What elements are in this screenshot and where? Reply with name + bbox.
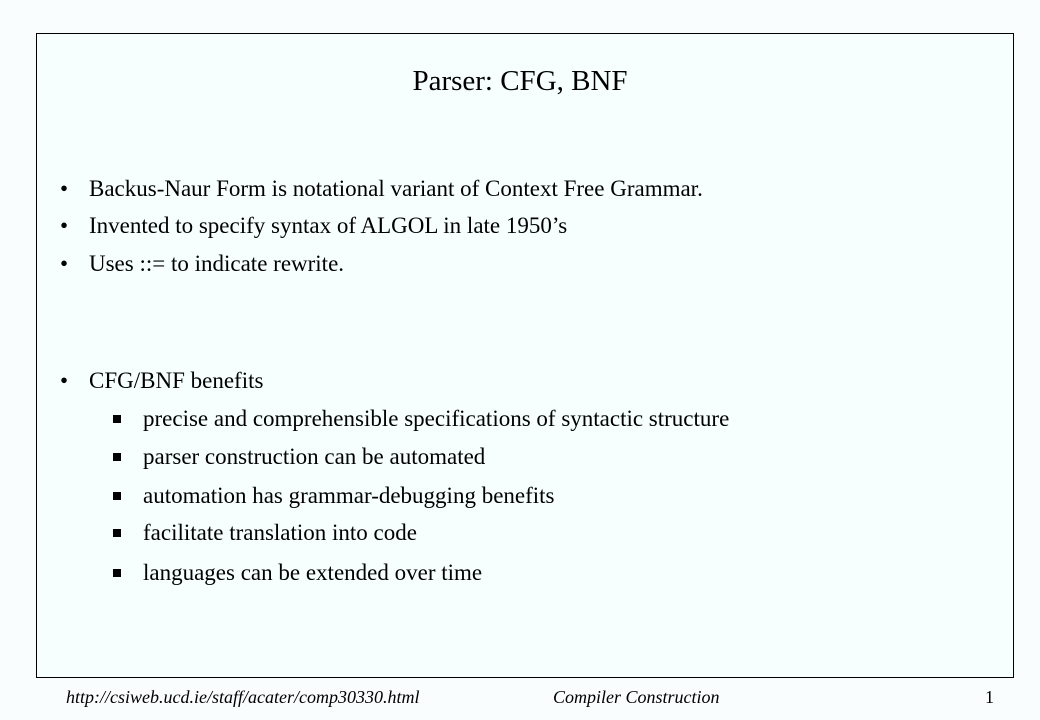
bullet-dot-icon: • [60, 213, 69, 238]
bullet-text: Uses ::= to indicate rewrite. [89, 251, 345, 276]
bullet-dot-icon: • [60, 176, 69, 201]
slide-title: Parser: CFG, BNF [412, 65, 628, 97]
sub-bullet-text: facilitate translation into code [143, 520, 417, 545]
footer-url: http://csiweb.ucd.ie/staff/acater/comp30330.html [66, 687, 420, 707]
page-number: 1 [985, 687, 994, 707]
bullet-text: CFG/BNF benefits [89, 368, 264, 393]
bullet-text: Invented to specify syntax of ALGOL in late 1950’s [89, 213, 568, 238]
footer-course-title: Compiler Construction [553, 687, 720, 707]
square-bullet-icon [113, 415, 121, 423]
square-bullet-icon [113, 529, 121, 537]
sub-bullet-text: automation has grammar-debugging benefits [143, 483, 555, 508]
sub-bullet-text: precise and comprehensible specifications of syntactic structure [143, 406, 730, 431]
square-bullet-icon [113, 569, 121, 577]
bullet-dot-icon: • [60, 368, 69, 393]
bullet-text: Backus-Naur Form is notational variant of Context Free Grammar. [89, 176, 703, 201]
sub-bullet-text: parser construction can be automated [143, 444, 486, 469]
square-bullet-icon [113, 492, 121, 500]
bullet-dot-icon: • [60, 251, 69, 276]
sub-bullet-text: languages can be extended over time [143, 560, 483, 585]
square-bullet-icon [113, 453, 121, 461]
